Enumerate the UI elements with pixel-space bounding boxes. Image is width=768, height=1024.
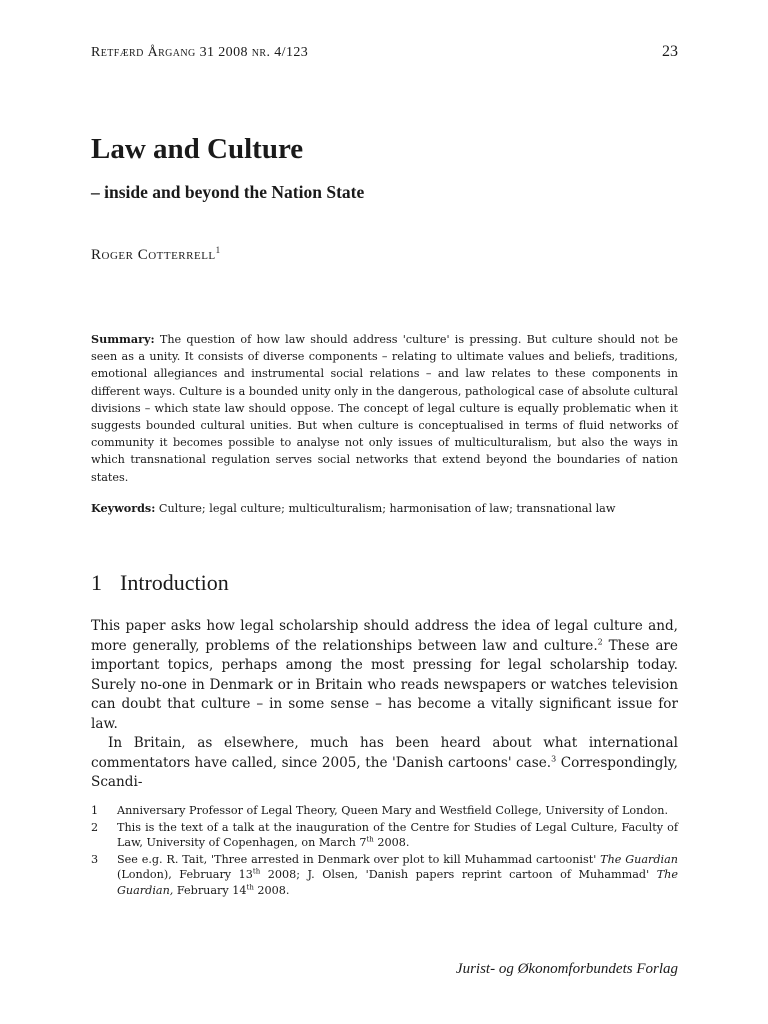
footnote-text-run: 2008; J. Olsen, 'Danish papers reprint cartoon of Muhammad' <box>260 868 657 881</box>
footnote-text <box>117 820 678 851</box>
summary-text: The question of how law should address 'culture' is pressing. But culture should not be seen as a unity. It consists of diverse components – relating to ultimate values and beliefs, traditions, emotional allegiances and instrumental social relations – and law relates to these components in different ways. Culture is a bounded unity only in the dangerous, pathological case of absolute cultural divisions – which state law should oppose. The concept of legal culture is equally problematic when it suggests bounded cultural unities. But when culture is conceptualised in terms of fluid networks of community it becomes possible to analyse not only issues of multiculturalism, but also the ways in which transnational regulation serves social networks that extend beyond the boundaries of nation states. <box>91 333 678 484</box>
author-line <box>91 245 221 264</box>
summary-label: Summary: <box>91 332 155 346</box>
footnote-text-run: 2008. <box>373 836 410 849</box>
summary-paragraph <box>91 331 678 486</box>
footnote-superscript: th <box>246 882 254 891</box>
article-title: Law and Culture <box>91 133 304 165</box>
footnote <box>91 852 678 899</box>
footnote-text-run: See e.g. R. Tait, 'Three arrested in Denmark over plot to kill Muhammad cartoonist' <box>117 852 601 866</box>
body-text <box>91 617 678 793</box>
page-number: 23 <box>662 43 678 60</box>
footnote-superscript: th <box>252 867 261 876</box>
keywords-label: Keywords: <box>91 501 156 515</box>
body-paragraph <box>91 734 678 793</box>
footnote-text <box>117 852 678 899</box>
body-text-run: In Britain, as elsewhere, much has been heard about what international commentators have called, since 2005, the 'Danish cartoons' case. <box>91 735 678 771</box>
running-title: Retfærd Årgang 31 2008 nr. 4/123 <box>91 45 309 60</box>
author-name: Roger Cotterrell <box>91 247 216 263</box>
body-text-run: Correspondingly, Scandi- <box>91 754 678 790</box>
body-text-run: This paper asks how legal scholarship should address the idea of legal culture and, more generally, problems of the relationships between law and culture. <box>91 618 678 654</box>
footnote-text-run: 2008. <box>253 883 290 897</box>
keywords-text: Culture; legal culture; multiculturalism; harmonisation of law; transnational law <box>158 502 616 515</box>
footnote-superscript: th <box>366 835 374 844</box>
section-number: 1 <box>91 570 102 595</box>
section-heading <box>91 570 229 596</box>
footnote-text-run: (London), February 13 <box>117 868 253 881</box>
footnote-ref: 2 <box>597 636 603 646</box>
article-subtitle: – inside and beyond the Nation State <box>91 182 365 202</box>
footnote-number: 1 <box>91 804 99 817</box>
footnote-number: 3 <box>91 852 99 866</box>
body-paragraph <box>91 617 678 734</box>
footnote <box>91 820 678 851</box>
running-head <box>91 43 678 61</box>
keywords-paragraph <box>91 500 678 517</box>
footnote-text-run: February 14 <box>173 883 247 897</box>
author-footnote-ref: 1 <box>215 245 221 255</box>
publisher-footer: Jurist- og Økonomforbundets Forlag <box>455 961 678 977</box>
footnotes <box>91 803 678 899</box>
footnote-italic-run: The Guardian, <box>117 868 678 897</box>
footnote-number: 2 <box>91 820 99 834</box>
section-title: Introduction <box>120 570 229 595</box>
footnote-italic-run: The Guardian <box>600 852 679 866</box>
footnote-text-run: This is the text of a talk at the inauguration of the Centre for Studies of Legal Culture, Faculty of Law, University of Copenhagen, on March 7 <box>117 820 678 849</box>
body-text-run: These are important topics, perhaps among the most pressing for legal scholarship today. Surely no-one in Denmark or in Britain who reads newspapers or watches television can doubt that culture – in some sense – has become a vitally significant issue for law. <box>91 637 678 732</box>
footnote-ref: 3 <box>551 753 557 763</box>
footnote-text: Anniversary Professor of Legal Theory, Queen Mary and Westfield College, University of London. <box>117 804 669 817</box>
footnote <box>91 803 678 819</box>
